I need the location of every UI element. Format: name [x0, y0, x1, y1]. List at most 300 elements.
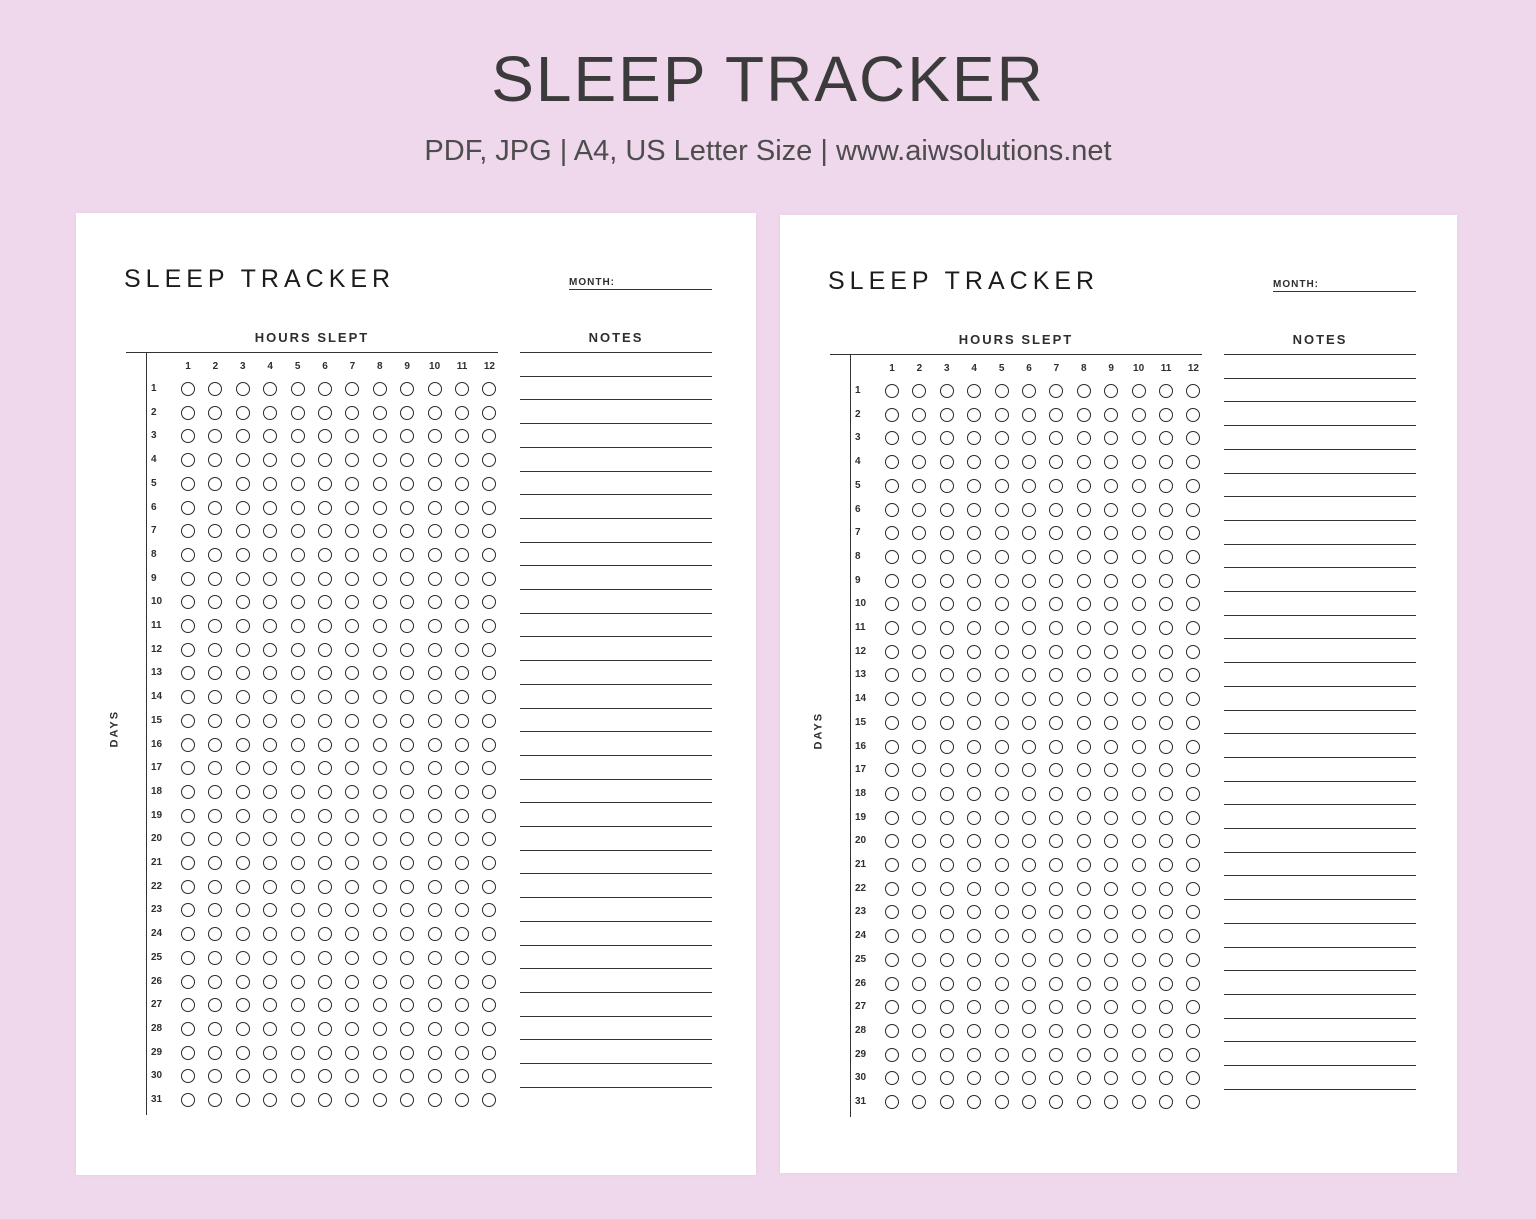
- empty-circle-icon[interactable]: [345, 880, 359, 894]
- notes-line[interactable]: [520, 684, 712, 685]
- empty-circle-icon[interactable]: [1132, 740, 1146, 754]
- empty-circle-icon[interactable]: [967, 384, 981, 398]
- empty-circle-icon[interactable]: [1159, 763, 1173, 777]
- empty-circle-icon[interactable]: [1186, 1048, 1200, 1062]
- empty-circle-icon[interactable]: [482, 785, 496, 799]
- empty-circle-icon[interactable]: [291, 998, 305, 1012]
- empty-circle-icon[interactable]: [318, 643, 332, 657]
- empty-circle-icon[interactable]: [373, 880, 387, 894]
- empty-circle-icon[interactable]: [1077, 1048, 1091, 1062]
- empty-circle-icon[interactable]: [1077, 905, 1091, 919]
- empty-circle-icon[interactable]: [1104, 882, 1118, 896]
- empty-circle-icon[interactable]: [181, 832, 195, 846]
- notes-line[interactable]: [1224, 1065, 1416, 1066]
- empty-circle-icon[interactable]: [208, 501, 222, 515]
- empty-circle-icon[interactable]: [291, 761, 305, 775]
- empty-circle-icon[interactable]: [345, 927, 359, 941]
- empty-circle-icon[interactable]: [885, 716, 899, 730]
- empty-circle-icon[interactable]: [291, 809, 305, 823]
- empty-circle-icon[interactable]: [455, 951, 469, 965]
- empty-circle-icon[interactable]: [345, 1069, 359, 1083]
- empty-circle-icon[interactable]: [967, 645, 981, 659]
- empty-circle-icon[interactable]: [885, 408, 899, 422]
- empty-circle-icon[interactable]: [1186, 668, 1200, 682]
- empty-circle-icon[interactable]: [1104, 431, 1118, 445]
- notes-line[interactable]: [520, 494, 712, 495]
- empty-circle-icon[interactable]: [1132, 692, 1146, 706]
- empty-circle-icon[interactable]: [1159, 858, 1173, 872]
- empty-circle-icon[interactable]: [967, 834, 981, 848]
- empty-circle-icon[interactable]: [1077, 740, 1091, 754]
- empty-circle-icon[interactable]: [318, 382, 332, 396]
- empty-circle-icon[interactable]: [263, 761, 277, 775]
- empty-circle-icon[interactable]: [373, 927, 387, 941]
- empty-circle-icon[interactable]: [236, 477, 250, 491]
- empty-circle-icon[interactable]: [1049, 1071, 1063, 1085]
- notes-line[interactable]: [1224, 804, 1416, 805]
- empty-circle-icon[interactable]: [291, 429, 305, 443]
- empty-circle-icon[interactable]: [482, 1022, 496, 1036]
- empty-circle-icon[interactable]: [885, 929, 899, 943]
- empty-circle-icon[interactable]: [373, 998, 387, 1012]
- empty-circle-icon[interactable]: [208, 595, 222, 609]
- empty-circle-icon[interactable]: [885, 905, 899, 919]
- empty-circle-icon[interactable]: [885, 526, 899, 540]
- empty-circle-icon[interactable]: [1077, 455, 1091, 469]
- empty-circle-icon[interactable]: [345, 406, 359, 420]
- empty-circle-icon[interactable]: [263, 856, 277, 870]
- empty-circle-icon[interactable]: [181, 429, 195, 443]
- empty-circle-icon[interactable]: [236, 666, 250, 680]
- empty-circle-icon[interactable]: [1104, 503, 1118, 517]
- empty-circle-icon[interactable]: [967, 692, 981, 706]
- empty-circle-icon[interactable]: [995, 858, 1009, 872]
- empty-circle-icon[interactable]: [1104, 455, 1118, 469]
- empty-circle-icon[interactable]: [995, 929, 1009, 943]
- empty-circle-icon[interactable]: [885, 503, 899, 517]
- empty-circle-icon[interactable]: [428, 761, 442, 775]
- empty-circle-icon[interactable]: [1104, 977, 1118, 991]
- empty-circle-icon[interactable]: [1159, 431, 1173, 445]
- empty-circle-icon[interactable]: [940, 431, 954, 445]
- notes-line[interactable]: [1224, 662, 1416, 663]
- empty-circle-icon[interactable]: [1132, 503, 1146, 517]
- empty-circle-icon[interactable]: [400, 548, 414, 562]
- empty-circle-icon[interactable]: [455, 548, 469, 562]
- notes-line[interactable]: [1224, 828, 1416, 829]
- empty-circle-icon[interactable]: [1022, 621, 1036, 635]
- empty-circle-icon[interactable]: [181, 548, 195, 562]
- empty-circle-icon[interactable]: [1077, 811, 1091, 825]
- empty-circle-icon[interactable]: [940, 834, 954, 848]
- empty-circle-icon[interactable]: [1077, 882, 1091, 896]
- empty-circle-icon[interactable]: [995, 1000, 1009, 1014]
- empty-circle-icon[interactable]: [885, 977, 899, 991]
- empty-circle-icon[interactable]: [318, 927, 332, 941]
- empty-circle-icon[interactable]: [1132, 550, 1146, 564]
- empty-circle-icon[interactable]: [318, 951, 332, 965]
- empty-circle-icon[interactable]: [208, 643, 222, 657]
- empty-circle-icon[interactable]: [885, 811, 899, 825]
- empty-circle-icon[interactable]: [1186, 621, 1200, 635]
- empty-circle-icon[interactable]: [291, 501, 305, 515]
- empty-circle-icon[interactable]: [1022, 645, 1036, 659]
- notes-line[interactable]: [520, 636, 712, 637]
- notes-line[interactable]: [520, 471, 712, 472]
- empty-circle-icon[interactable]: [1049, 905, 1063, 919]
- empty-circle-icon[interactable]: [1132, 811, 1146, 825]
- empty-circle-icon[interactable]: [318, 998, 332, 1012]
- notes-line[interactable]: [1224, 401, 1416, 402]
- empty-circle-icon[interactable]: [995, 811, 1009, 825]
- empty-circle-icon[interactable]: [263, 453, 277, 467]
- empty-circle-icon[interactable]: [995, 645, 1009, 659]
- empty-circle-icon[interactable]: [428, 1022, 442, 1036]
- empty-circle-icon[interactable]: [345, 501, 359, 515]
- empty-circle-icon[interactable]: [482, 453, 496, 467]
- empty-circle-icon[interactable]: [428, 666, 442, 680]
- empty-circle-icon[interactable]: [428, 619, 442, 633]
- empty-circle-icon[interactable]: [318, 619, 332, 633]
- empty-circle-icon[interactable]: [885, 858, 899, 872]
- empty-circle-icon[interactable]: [400, 524, 414, 538]
- empty-circle-icon[interactable]: [400, 714, 414, 728]
- empty-circle-icon[interactable]: [373, 643, 387, 657]
- empty-circle-icon[interactable]: [263, 619, 277, 633]
- empty-circle-icon[interactable]: [1186, 953, 1200, 967]
- empty-circle-icon[interactable]: [940, 905, 954, 919]
- empty-circle-icon[interactable]: [181, 643, 195, 657]
- empty-circle-icon[interactable]: [1049, 431, 1063, 445]
- empty-circle-icon[interactable]: [1077, 550, 1091, 564]
- empty-circle-icon[interactable]: [373, 1069, 387, 1083]
- empty-circle-icon[interactable]: [995, 384, 1009, 398]
- empty-circle-icon[interactable]: [482, 951, 496, 965]
- empty-circle-icon[interactable]: [1022, 1000, 1036, 1014]
- empty-circle-icon[interactable]: [1049, 858, 1063, 872]
- empty-circle-icon[interactable]: [1159, 905, 1173, 919]
- notes-line[interactable]: [520, 376, 712, 377]
- empty-circle-icon[interactable]: [995, 408, 1009, 422]
- empty-circle-icon[interactable]: [1186, 858, 1200, 872]
- empty-circle-icon[interactable]: [263, 1022, 277, 1036]
- empty-circle-icon[interactable]: [455, 1069, 469, 1083]
- empty-circle-icon[interactable]: [940, 550, 954, 564]
- empty-circle-icon[interactable]: [345, 382, 359, 396]
- empty-circle-icon[interactable]: [912, 645, 926, 659]
- empty-circle-icon[interactable]: [181, 998, 195, 1012]
- empty-circle-icon[interactable]: [1104, 479, 1118, 493]
- empty-circle-icon[interactable]: [455, 975, 469, 989]
- empty-circle-icon[interactable]: [912, 1024, 926, 1038]
- empty-circle-icon[interactable]: [885, 621, 899, 635]
- notes-line[interactable]: [520, 589, 712, 590]
- empty-circle-icon[interactable]: [455, 524, 469, 538]
- notes-line[interactable]: [1224, 923, 1416, 924]
- notes-line[interactable]: [1224, 852, 1416, 853]
- empty-circle-icon[interactable]: [940, 479, 954, 493]
- empty-circle-icon[interactable]: [885, 597, 899, 611]
- empty-circle-icon[interactable]: [1022, 668, 1036, 682]
- empty-circle-icon[interactable]: [428, 477, 442, 491]
- empty-circle-icon[interactable]: [400, 429, 414, 443]
- empty-circle-icon[interactable]: [236, 1093, 250, 1107]
- empty-circle-icon[interactable]: [1049, 550, 1063, 564]
- empty-circle-icon[interactable]: [236, 927, 250, 941]
- empty-circle-icon[interactable]: [1104, 621, 1118, 635]
- empty-circle-icon[interactable]: [1104, 574, 1118, 588]
- empty-circle-icon[interactable]: [263, 1046, 277, 1060]
- empty-circle-icon[interactable]: [373, 809, 387, 823]
- empty-circle-icon[interactable]: [318, 903, 332, 917]
- empty-circle-icon[interactable]: [967, 1095, 981, 1109]
- empty-circle-icon[interactable]: [482, 477, 496, 491]
- empty-circle-icon[interactable]: [482, 406, 496, 420]
- empty-circle-icon[interactable]: [912, 858, 926, 872]
- empty-circle-icon[interactable]: [318, 714, 332, 728]
- empty-circle-icon[interactable]: [455, 927, 469, 941]
- empty-circle-icon[interactable]: [1132, 716, 1146, 730]
- empty-circle-icon[interactable]: [400, 619, 414, 633]
- empty-circle-icon[interactable]: [1049, 882, 1063, 896]
- empty-circle-icon[interactable]: [263, 809, 277, 823]
- empty-circle-icon[interactable]: [318, 832, 332, 846]
- empty-circle-icon[interactable]: [291, 1069, 305, 1083]
- empty-circle-icon[interactable]: [455, 1046, 469, 1060]
- empty-circle-icon[interactable]: [995, 977, 1009, 991]
- empty-circle-icon[interactable]: [1186, 503, 1200, 517]
- empty-circle-icon[interactable]: [208, 809, 222, 823]
- notes-line[interactable]: [520, 1063, 712, 1064]
- empty-circle-icon[interactable]: [208, 524, 222, 538]
- notes-line[interactable]: [1224, 378, 1416, 379]
- empty-circle-icon[interactable]: [1186, 1095, 1200, 1109]
- notes-line[interactable]: [1224, 899, 1416, 900]
- empty-circle-icon[interactable]: [236, 903, 250, 917]
- empty-circle-icon[interactable]: [482, 738, 496, 752]
- empty-circle-icon[interactable]: [1159, 953, 1173, 967]
- empty-circle-icon[interactable]: [208, 903, 222, 917]
- empty-circle-icon[interactable]: [940, 408, 954, 422]
- empty-circle-icon[interactable]: [1049, 740, 1063, 754]
- empty-circle-icon[interactable]: [1104, 811, 1118, 825]
- empty-circle-icon[interactable]: [482, 643, 496, 657]
- notes-line[interactable]: [520, 921, 712, 922]
- empty-circle-icon[interactable]: [1186, 834, 1200, 848]
- empty-circle-icon[interactable]: [940, 1095, 954, 1109]
- empty-circle-icon[interactable]: [1132, 455, 1146, 469]
- empty-circle-icon[interactable]: [995, 1048, 1009, 1062]
- empty-circle-icon[interactable]: [967, 787, 981, 801]
- empty-circle-icon[interactable]: [1132, 763, 1146, 777]
- empty-circle-icon[interactable]: [208, 1069, 222, 1083]
- empty-circle-icon[interactable]: [373, 595, 387, 609]
- empty-circle-icon[interactable]: [1186, 479, 1200, 493]
- empty-circle-icon[interactable]: [236, 1046, 250, 1060]
- empty-circle-icon[interactable]: [373, 406, 387, 420]
- empty-circle-icon[interactable]: [181, 975, 195, 989]
- empty-circle-icon[interactable]: [912, 977, 926, 991]
- empty-circle-icon[interactable]: [428, 1046, 442, 1060]
- empty-circle-icon[interactable]: [263, 975, 277, 989]
- empty-circle-icon[interactable]: [291, 951, 305, 965]
- empty-circle-icon[interactable]: [263, 738, 277, 752]
- empty-circle-icon[interactable]: [263, 643, 277, 657]
- empty-circle-icon[interactable]: [400, 809, 414, 823]
- empty-circle-icon[interactable]: [1159, 503, 1173, 517]
- notes-line[interactable]: [1224, 425, 1416, 426]
- empty-circle-icon[interactable]: [1077, 621, 1091, 635]
- empty-circle-icon[interactable]: [1104, 668, 1118, 682]
- empty-circle-icon[interactable]: [400, 903, 414, 917]
- empty-circle-icon[interactable]: [236, 975, 250, 989]
- empty-circle-icon[interactable]: [318, 738, 332, 752]
- empty-circle-icon[interactable]: [482, 903, 496, 917]
- empty-circle-icon[interactable]: [291, 572, 305, 586]
- notes-line[interactable]: [520, 1016, 712, 1017]
- empty-circle-icon[interactable]: [995, 550, 1009, 564]
- empty-circle-icon[interactable]: [912, 479, 926, 493]
- empty-circle-icon[interactable]: [482, 809, 496, 823]
- empty-circle-icon[interactable]: [967, 929, 981, 943]
- empty-circle-icon[interactable]: [236, 998, 250, 1012]
- empty-circle-icon[interactable]: [967, 503, 981, 517]
- empty-circle-icon[interactable]: [291, 548, 305, 562]
- empty-circle-icon[interactable]: [236, 809, 250, 823]
- empty-circle-icon[interactable]: [291, 595, 305, 609]
- empty-circle-icon[interactable]: [1077, 858, 1091, 872]
- empty-circle-icon[interactable]: [1049, 526, 1063, 540]
- empty-circle-icon[interactable]: [345, 666, 359, 680]
- empty-circle-icon[interactable]: [400, 738, 414, 752]
- empty-circle-icon[interactable]: [345, 785, 359, 799]
- empty-circle-icon[interactable]: [318, 595, 332, 609]
- empty-circle-icon[interactable]: [291, 738, 305, 752]
- empty-circle-icon[interactable]: [1104, 953, 1118, 967]
- empty-circle-icon[interactable]: [1186, 1071, 1200, 1085]
- empty-circle-icon[interactable]: [455, 572, 469, 586]
- empty-circle-icon[interactable]: [940, 1000, 954, 1014]
- notes-line[interactable]: [1224, 970, 1416, 971]
- notes-line[interactable]: [1224, 1018, 1416, 1019]
- notes-line[interactable]: [520, 708, 712, 709]
- notes-line[interactable]: [1224, 615, 1416, 616]
- empty-circle-icon[interactable]: [345, 832, 359, 846]
- empty-circle-icon[interactable]: [1022, 384, 1036, 398]
- empty-circle-icon[interactable]: [995, 882, 1009, 896]
- empty-circle-icon[interactable]: [1022, 431, 1036, 445]
- empty-circle-icon[interactable]: [455, 809, 469, 823]
- empty-circle-icon[interactable]: [236, 643, 250, 657]
- month-input-line[interactable]: [569, 289, 712, 290]
- empty-circle-icon[interactable]: [428, 406, 442, 420]
- empty-circle-icon[interactable]: [1132, 1000, 1146, 1014]
- empty-circle-icon[interactable]: [1104, 1024, 1118, 1038]
- empty-circle-icon[interactable]: [1186, 550, 1200, 564]
- empty-circle-icon[interactable]: [291, 714, 305, 728]
- empty-circle-icon[interactable]: [181, 382, 195, 396]
- empty-circle-icon[interactable]: [482, 501, 496, 515]
- empty-circle-icon[interactable]: [318, 572, 332, 586]
- empty-circle-icon[interactable]: [318, 453, 332, 467]
- empty-circle-icon[interactable]: [318, 524, 332, 538]
- empty-circle-icon[interactable]: [455, 1093, 469, 1107]
- empty-circle-icon[interactable]: [1104, 858, 1118, 872]
- empty-circle-icon[interactable]: [1077, 692, 1091, 706]
- empty-circle-icon[interactable]: [400, 761, 414, 775]
- empty-circle-icon[interactable]: [885, 455, 899, 469]
- empty-circle-icon[interactable]: [1077, 574, 1091, 588]
- empty-circle-icon[interactable]: [400, 477, 414, 491]
- empty-circle-icon[interactable]: [1159, 1071, 1173, 1085]
- empty-circle-icon[interactable]: [1186, 645, 1200, 659]
- empty-circle-icon[interactable]: [995, 455, 1009, 469]
- notes-line[interactable]: [520, 613, 712, 614]
- empty-circle-icon[interactable]: [345, 548, 359, 562]
- empty-circle-icon[interactable]: [1159, 645, 1173, 659]
- notes-line[interactable]: [1224, 544, 1416, 545]
- empty-circle-icon[interactable]: [1022, 787, 1036, 801]
- empty-circle-icon[interactable]: [1186, 882, 1200, 896]
- empty-circle-icon[interactable]: [482, 832, 496, 846]
- empty-circle-icon[interactable]: [1186, 597, 1200, 611]
- empty-circle-icon[interactable]: [236, 714, 250, 728]
- empty-circle-icon[interactable]: [940, 668, 954, 682]
- empty-circle-icon[interactable]: [263, 477, 277, 491]
- empty-circle-icon[interactable]: [373, 382, 387, 396]
- empty-circle-icon[interactable]: [428, 975, 442, 989]
- empty-circle-icon[interactable]: [1132, 929, 1146, 943]
- empty-circle-icon[interactable]: [291, 856, 305, 870]
- empty-circle-icon[interactable]: [885, 882, 899, 896]
- empty-circle-icon[interactable]: [1104, 1048, 1118, 1062]
- empty-circle-icon[interactable]: [373, 1046, 387, 1060]
- notes-line[interactable]: [520, 660, 712, 661]
- empty-circle-icon[interactable]: [236, 548, 250, 562]
- empty-circle-icon[interactable]: [885, 645, 899, 659]
- empty-circle-icon[interactable]: [263, 406, 277, 420]
- notes-line[interactable]: [1224, 1089, 1416, 1090]
- empty-circle-icon[interactable]: [912, 621, 926, 635]
- empty-circle-icon[interactable]: [995, 526, 1009, 540]
- empty-circle-icon[interactable]: [912, 834, 926, 848]
- empty-circle-icon[interactable]: [291, 832, 305, 846]
- notes-line[interactable]: [520, 873, 712, 874]
- empty-circle-icon[interactable]: [967, 716, 981, 730]
- empty-circle-icon[interactable]: [291, 666, 305, 680]
- empty-circle-icon[interactable]: [1186, 692, 1200, 706]
- empty-circle-icon[interactable]: [1077, 1095, 1091, 1109]
- empty-circle-icon[interactable]: [291, 1022, 305, 1036]
- notes-line[interactable]: [520, 423, 712, 424]
- empty-circle-icon[interactable]: [912, 953, 926, 967]
- empty-circle-icon[interactable]: [940, 384, 954, 398]
- notes-line[interactable]: [520, 802, 712, 803]
- empty-circle-icon[interactable]: [181, 1093, 195, 1107]
- empty-circle-icon[interactable]: [428, 690, 442, 704]
- empty-circle-icon[interactable]: [291, 453, 305, 467]
- empty-circle-icon[interactable]: [400, 951, 414, 965]
- empty-circle-icon[interactable]: [1077, 953, 1091, 967]
- empty-circle-icon[interactable]: [967, 574, 981, 588]
- empty-circle-icon[interactable]: [885, 1024, 899, 1038]
- empty-circle-icon[interactable]: [181, 1022, 195, 1036]
- empty-circle-icon[interactable]: [1077, 1000, 1091, 1014]
- empty-circle-icon[interactable]: [455, 714, 469, 728]
- empty-circle-icon[interactable]: [1132, 834, 1146, 848]
- empty-circle-icon[interactable]: [940, 763, 954, 777]
- empty-circle-icon[interactable]: [1132, 621, 1146, 635]
